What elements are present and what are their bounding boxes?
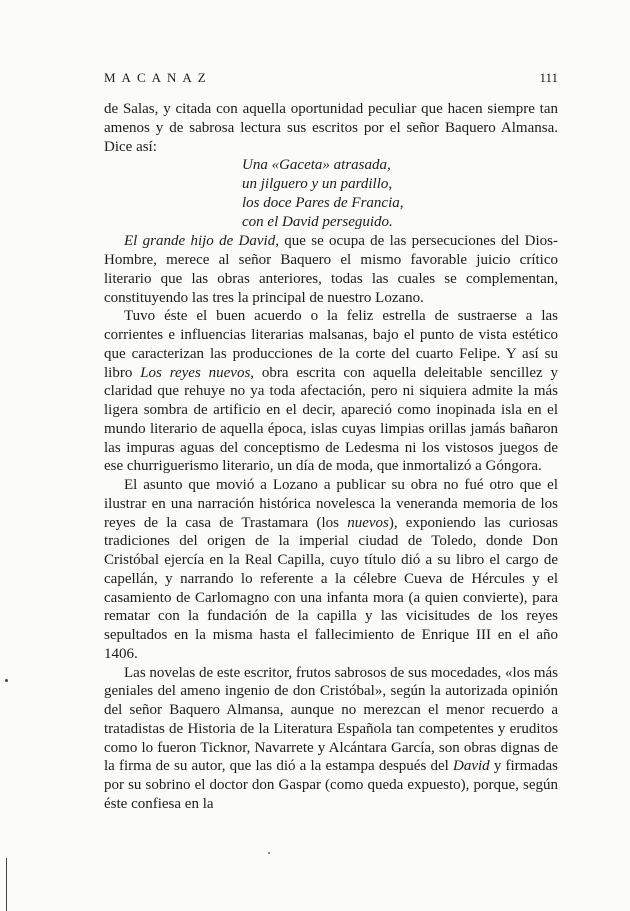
- paragraph-text: Tuvo éste el buen acuerdo o la feliz estrella de sustraerse a las corrientes e influencias literarias malsanas, bajo el punto de vista estético que caracterizan las producciones de la corte del cuarto Felipe. Y así su libro: [104, 308, 558, 381]
- scan-speck: [268, 852, 270, 854]
- book-title: David: [452, 758, 490, 775]
- paragraph-text: El asunto que movió a Lozano a publicar su obra no fué otro que el ilustrar en una narración histórica novelesca la veneranda memoria de los reyes de la casa de Trastamara (los: [104, 477, 558, 531]
- paragraph: [104, 307, 558, 476]
- paragraph-opening: de Salas, y citada con aquella oportunidad peculiar que hacen siempre tan amenos y de sabrosa lectura sus escritos por el señor Baquero Almansa. Dice así:: [104, 101, 558, 155]
- paragraph-text: ), exponiendo las curiosas tradiciones del origen de la imperial ciudad de Toledo, donde Don Cristóbal ejercía en la Real Capilla, cuyo título dió a su libro el cargo de capellán, y narrando lo referente a la célebre Cueva de Hércules y el casamiento de Carlomagno con una infanta mora (a quien convierte), para rematar con la fundación de la capilla y las vicisitudes de los reyes sepultados en la misma hasta el fallecimiento de Enrique III en el año 1406.: [104, 514, 558, 662]
- verse-line: con el David perseguido.: [242, 214, 393, 231]
- margin-mark: [5, 679, 8, 682]
- verse-line: un jilguero y un pardillo,: [242, 176, 393, 193]
- paragraph: [104, 476, 558, 664]
- book-title: Los reyes nuevos,: [140, 364, 255, 381]
- paragraph: [104, 664, 558, 814]
- paragraph-text: que se ocupa de las persecuciones del Dios-Hombre, merece al señor Baquero el mismo favorable juicio crítico literario que las obras anteriores, todas las cuales se complementan, constituyendo las tres la principal de nuestro Lozano.: [104, 233, 558, 306]
- book-title: El grande hijo de David,: [124, 233, 279, 250]
- running-head: [104, 70, 558, 86]
- paragraph-text: Las novelas de este escritor, frutos sabrosos de sus mocedades, «los más geniales del ameno ingenio de don Cristóbal», según la autorizada opinión del señor Baquero Almansa, aunque no merezcan el menor recuerdo a tratadistas de Historia de la Literatura Española tan competentes y eruditos como lo fueron Ticknor, Navarrete y Alcántara García, son obras dignas de la firma de su autor, que las dió a la estampa después del: [104, 664, 558, 775]
- paragraph-text: y firmadas por su sobrino el doctor don Gaspar (como queda expuesto), porque, según éste confiesa en la: [104, 758, 558, 812]
- page-number: 111: [539, 70, 558, 85]
- scan-edge-line: [6, 858, 7, 911]
- paragraph-text: obra escrita con aquella deleitable sencillez y claridad que rehuye no ya toda afectación, pero ni siquiera admite la más ligera sombra de artificio en el decir, apareció como inopinada isla en el mundo literario de aquella época, islas cuyas limpias orillas jamás bañaron las impuras aguas del conceptismo de Ledesma ni los vistosos juegos de ese churriguerismo literario, un día de moda, que inmortalizó a Góngora.: [104, 364, 558, 475]
- running-title: MACANAZ: [104, 70, 212, 85]
- verse-quote: [242, 156, 558, 232]
- italic-word: nuevos: [347, 514, 389, 531]
- paragraph: [104, 232, 558, 307]
- verse-line: los doce Pares de Francia,: [242, 195, 404, 212]
- body-text: [104, 100, 558, 814]
- verse-line: Una «Gaceta» atrasada,: [242, 157, 391, 174]
